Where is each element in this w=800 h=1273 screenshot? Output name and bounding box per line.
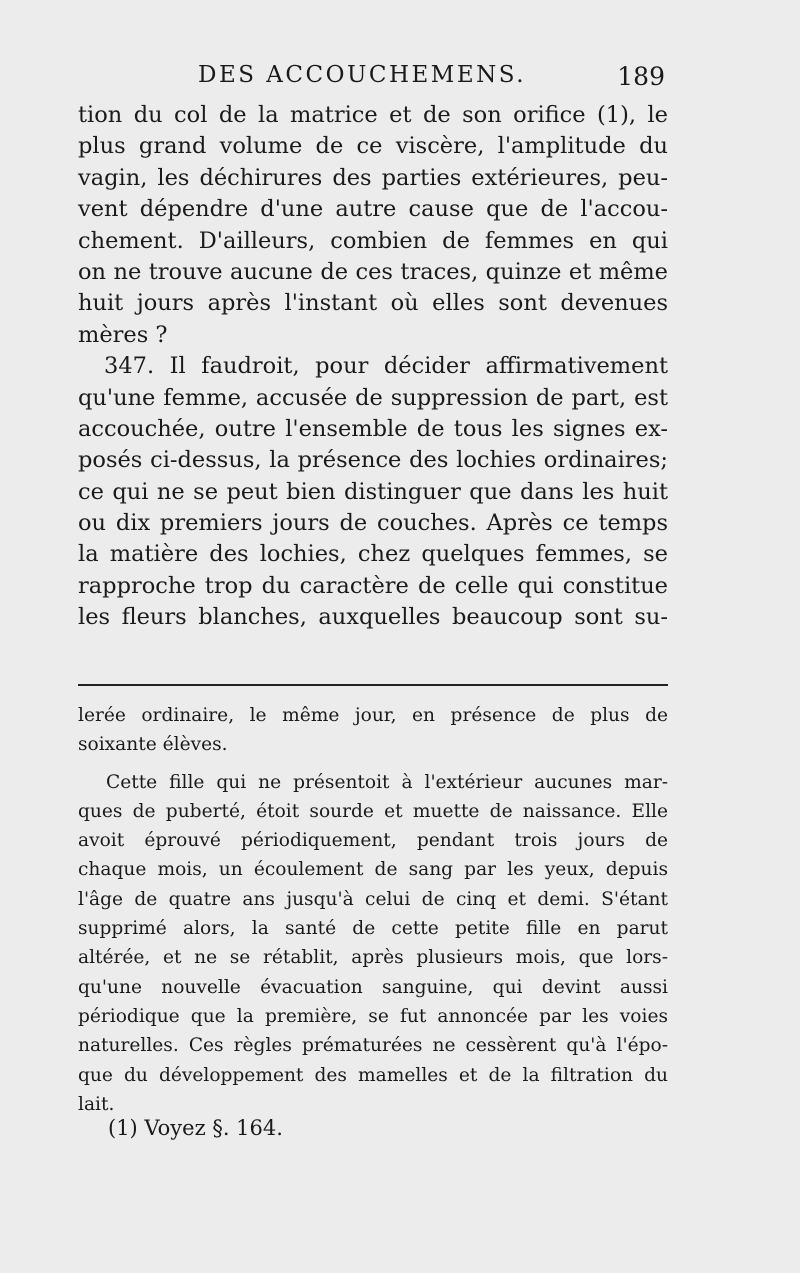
footnote-line: lait.	[78, 1093, 115, 1115]
footnote-paragraph-start-line: Cette fille qui ne présentoit à l'extérieur aucunes mar-	[106, 771, 668, 793]
footnote-line: que du développement des mamelles et de la filtration du	[78, 1064, 668, 1086]
text-line: mères ?	[78, 321, 168, 348]
text-line: qu'une femme, accusée de suppression de part, est	[78, 384, 668, 411]
footnote-line: lerée ordinaire, le même jour, en présence de plus de	[78, 705, 668, 726]
footnote-line: l'âge de quatre ans jusqu'à celui de cinq et demi. S'étant	[78, 888, 668, 910]
footnote-line: chaque mois, un écoulement de sang par les yeux, depuis	[78, 859, 668, 881]
page-number: 189	[617, 62, 665, 91]
footnote-paragraph-gap	[78, 760, 668, 768]
footnote-line: ques de puberté, étoit sourde et muette de naissance. Elle	[78, 800, 668, 822]
footnote-line: avoit éprouvé périodiquement, pendant trois jours de	[78, 830, 668, 852]
text-line: chement. D'ailleurs, combien de femmes en qui	[78, 227, 668, 254]
text-line: les fleurs blanches, auxquelles beaucoup sont su-	[78, 604, 668, 631]
text-line: vagin, les déchirures des parties extérieures, peu-	[78, 164, 668, 191]
text-line: rapproche trop du caractère de celle qui constitue	[78, 572, 668, 599]
text-line: accouchée, outre l'ensemble de tous les signes ex-	[78, 415, 668, 442]
footnote-block	[78, 701, 668, 1119]
main-text	[78, 100, 668, 634]
paragraph-start-line: 347. Il faudroit, pour décider affirmativement	[104, 353, 668, 380]
text-line: on ne trouve aucune de ces traces, quinze et même	[78, 258, 668, 285]
text-line: huit jours après l'instant où elles sont devenues	[78, 290, 668, 317]
footnote-line: soixante élèves.	[78, 734, 228, 756]
footnote-line: supprimé alors, la santé de cette petite fille en parut	[78, 918, 668, 940]
page-header	[80, 62, 665, 98]
text-line: tion du col de la matrice et de son orifice (1), le	[78, 102, 668, 128]
text-line: posés ci-dessus, la présence des lochies ordinaires;	[78, 447, 668, 474]
text-line: la matière des lochies, chez quelques femmes, se	[78, 541, 668, 568]
footnote-line: périodique que la première, se fut annoncée par les voies	[78, 1005, 668, 1027]
footnote-reference: (1) Voyez §. 164.	[108, 1116, 283, 1140]
text-line: ou dix premiers jours de couches. Après ce temps	[78, 510, 668, 537]
text-line: ce qui ne se peut bien distinguer que dans les huit	[78, 478, 668, 505]
footnote-separator-rule	[78, 684, 668, 686]
footnote-line: altérée, et ne se rétablit, après plusieurs mois, que lors-	[78, 947, 668, 969]
text-line: plus grand volume de ce viscère, l'amplitude du	[78, 133, 668, 160]
text-line: vent dépendre d'une autre cause que de l'accou-	[78, 196, 668, 223]
footnote-line: naturelles. Ces règles prématurées ne cessèrent qu'à l'épo-	[78, 1035, 668, 1057]
running-head: DES ACCOUCHEMENS.	[198, 62, 527, 88]
footnote-line: qu'une nouvelle évacuation sanguine, qui devint aussi	[78, 976, 668, 998]
